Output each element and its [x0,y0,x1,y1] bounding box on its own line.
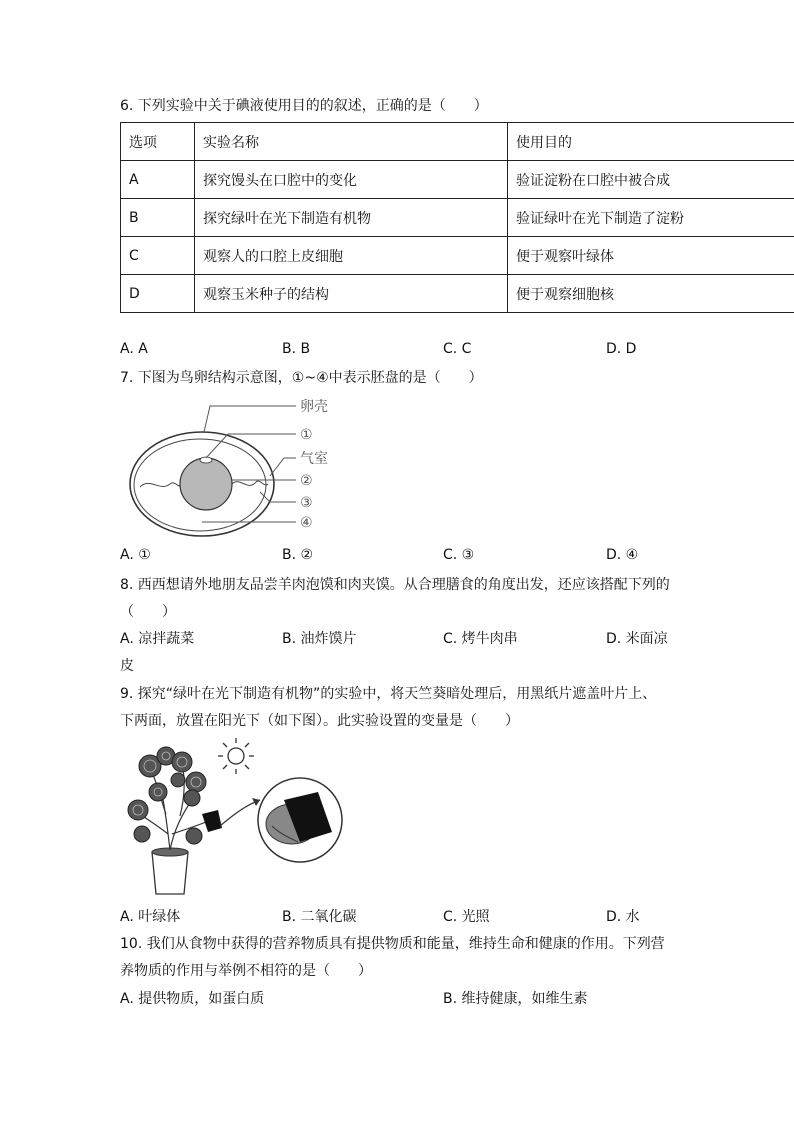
table-header-cell: 使用目的 [508,123,794,161]
q10-option-a[interactable]: A. 提供物质，如蛋白质 [120,991,265,1007]
table-header-row [121,123,794,161]
label-2: ② [300,473,313,489]
egg-structure-diagram [120,392,350,542]
label-1: ① [300,427,313,443]
geranium-experiment-diagram [122,734,358,900]
q10-stem-line-2: 养物质的作用与举例不相符的是（ ） [120,963,372,979]
table-header-cell: 实验名称 [195,123,508,161]
label-shell: 卵壳 [300,399,328,415]
table-cell: C [121,237,195,275]
table-cell: 观察人的口腔上皮细胞 [195,237,508,275]
table-cell: 验证绿叶在光下制造了淀粉 [508,199,794,237]
q6-stem: 6. 下列实验中关于碘液使用目的的叙述，正确的是（ ） [120,98,488,114]
table-cell: 便于观察细胞核 [508,275,794,313]
q10-option-b[interactable]: B. 维持健康，如维生素 [443,991,588,1007]
sun-icon [218,738,254,774]
q8-option-d-wrap: 皮 [120,658,134,674]
leader-line-shell [204,406,296,432]
q6-option-b[interactable]: B. B [282,341,311,357]
label-air-cell: 气室 [300,451,328,467]
q7-option-c[interactable]: C. ③ [443,547,475,563]
q6-option-d[interactable]: D. D [606,341,637,357]
q10-stem-line-1: 10. 我们从食物中获得的营养物质具有提供物质和能量，维持生命和健康的作用。下列营 [120,936,665,952]
q8-option-a[interactable]: A. 凉拌蔬菜 [120,631,195,647]
table-cell: D [121,275,195,313]
table-cell: 探究馒头在口腔中的变化 [195,161,508,199]
q9-stem-line-1: 9. 探究“绿叶在光下制造有机物”的实验中，将天竺葵暗处理后，用黑纸片遮盖叶片上、 [120,686,657,702]
chalaza-left [140,483,182,487]
label-3: ③ [300,495,313,511]
q6-table [120,122,794,313]
table-row [121,275,794,313]
q9-stem-line-2: 下两面，放置在阳光下（如下图）。此实验设置的变量是（ ） [120,713,519,729]
flower-pot-shape [152,852,188,894]
table-cell: 观察玉米种子的结构 [195,275,508,313]
table-row [121,237,794,275]
q8-stem-line-2: （ ） [120,604,176,620]
q7-stem: 7. 下图为鸟卵结构示意图，①~④中表示胚盘的是（ ） [120,370,483,386]
q9-option-c[interactable]: C. 光照 [443,909,490,925]
q9-option-a[interactable]: A. 叶绿体 [120,909,181,925]
table-row [121,161,794,199]
q7-option-d[interactable]: D. ④ [606,547,639,563]
q6-option-c[interactable]: C. C [443,341,472,357]
arrow-icon [220,800,260,826]
q7-option-b[interactable]: B. ② [282,547,314,563]
covered-leaf-on-plant [202,810,222,832]
table-cell: 验证淀粉在口腔中被合成 [508,161,794,199]
yolk-shape [180,458,232,510]
q6-option-a[interactable]: A. A [120,341,148,357]
q8-option-b[interactable]: B. 油炸馍片 [282,631,357,647]
q8-stem-line-1: 8. 西西想请外地朋友品尝羊肉泡馍和肉夹馍。从合理膳食的角度出发，还应该搭配下列的 [120,577,670,593]
q9-option-d[interactable]: D. 水 [606,909,640,925]
label-4: ④ [300,515,313,531]
leader-line-air-cell [270,458,296,476]
table-header-cell: 选项 [121,123,195,161]
q9-option-b[interactable]: B. 二氧化碳 [282,909,357,925]
table-cell: A [121,161,195,199]
arrow-head-icon [252,798,260,806]
table-row [121,199,794,237]
table-cell: 便于观察叶绿体 [508,237,794,275]
q8-option-d[interactable]: D. 米面凉 [606,631,668,647]
q8-option-c[interactable]: C. 烤牛肉串 [443,631,518,647]
table-cell: 探究绿叶在光下制造有机物 [195,199,508,237]
q7-option-a[interactable]: A. ① [120,547,151,563]
chalaza-right [232,481,268,485]
table-cell: B [121,199,195,237]
